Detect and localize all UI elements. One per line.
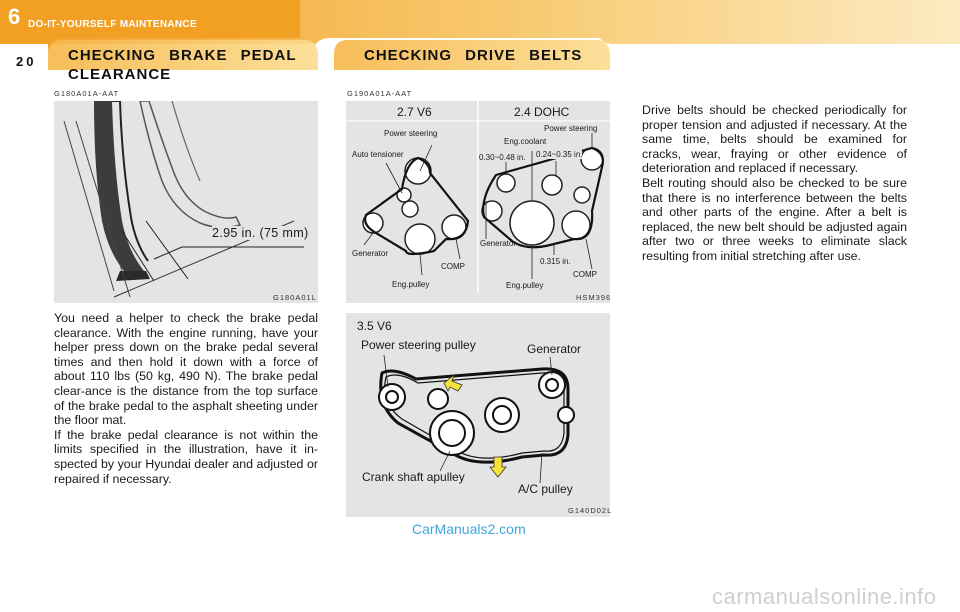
label-eng-coolant: Eng.coolant [504,137,547,146]
watermark-carmanuals: CarManuals2.com [412,521,526,537]
label-auto-tensioner: Auto tensioner [352,150,404,159]
brake-pedal-illustration [54,101,318,303]
label-comp: COMP [441,262,465,271]
section-title-drive-belts: CHECKING DRIVE BELTS [364,47,583,64]
figure-code: G180A01A-AAT [54,89,120,98]
section-title-line2: CLEARANCE [68,66,172,83]
label-power-steering: Power steering [384,129,438,138]
label-eng-pulley: Eng.pulley [392,280,430,289]
footer-watermark: carmanualsonline.info [712,584,937,609]
label-gap-2: 0.24~0.35 in. [536,150,583,159]
brake-pedal-instructions: You need a helper to check the brake pedal clearance. With the engine running, have your helper press down on the brake pedal several times and then hold it down with a force of about 110 lbs (50 kg, 490 N). The brake pedal clear-ance is the distance from the top surface of the brake pedal to the asphalt sheeting under the floor mat. If the brake pedal clearance is not within the limits specified in the illustration, have it in-spected by your Hyundai dealer and adjusted or repaired if necessary. [54,311,318,486]
label-crank-shaft-pulley: Crank shaft apulley [362,470,465,484]
section-title-brake-pedal [68,46,308,84]
fig-heading-v6: 2.7 V6 [397,105,432,119]
label-power-steering-dohc: Power steering [544,124,598,133]
fig2-heading: 3.5 V6 [357,319,392,333]
page-number: 20 [16,54,37,69]
figure-id: HSM396 [576,293,612,302]
figure-id: G140D02L [568,506,613,515]
label-gap-3: 0.315 in. [540,257,571,266]
label-generator-35: Generator [527,342,582,356]
fig-heading-dohc: 2.4 DOHC [514,105,570,119]
label-comp-dohc: COMP [573,270,597,279]
chapter-title: DO-IT-YOURSELF MAINTENANCE [28,19,197,30]
section-title-line1: CHECKING BRAKE PEDAL [68,47,297,64]
drive-belt-instructions: Drive belts should be checked periodically for proper tension and adjusted if necessary. At the same time, belts should be examined for cracks, wear, fraying or other evidence of deterioration and replaced if necessary. Belt routing should also be checked to be sure that there is no interference between the belts and other parts of the engine. After a belt is replaced, the new belt should be adjusted again after two or three weeks to eliminate slack resulting from initial stretching after use. [642,103,907,263]
label-generator: Generator [352,249,389,258]
brake-pedal-figure [54,101,318,303]
label-gap-1: 0.30~0.48 in. [479,153,526,162]
figure-id: G180A01L [273,293,317,302]
label-power-steering-pulley: Power steering pulley [361,338,476,352]
figure-code: G190A01A-AAT [347,89,413,98]
label-generator-dohc: Generator [480,239,517,248]
clearance-dimension-label: 2.95 in. (75 mm) [212,226,309,240]
chapter-number: 6 [8,4,21,29]
label-eng-pulley-dohc: Eng.pulley [506,281,544,290]
label-ac-pulley: A/C pulley [518,482,573,496]
